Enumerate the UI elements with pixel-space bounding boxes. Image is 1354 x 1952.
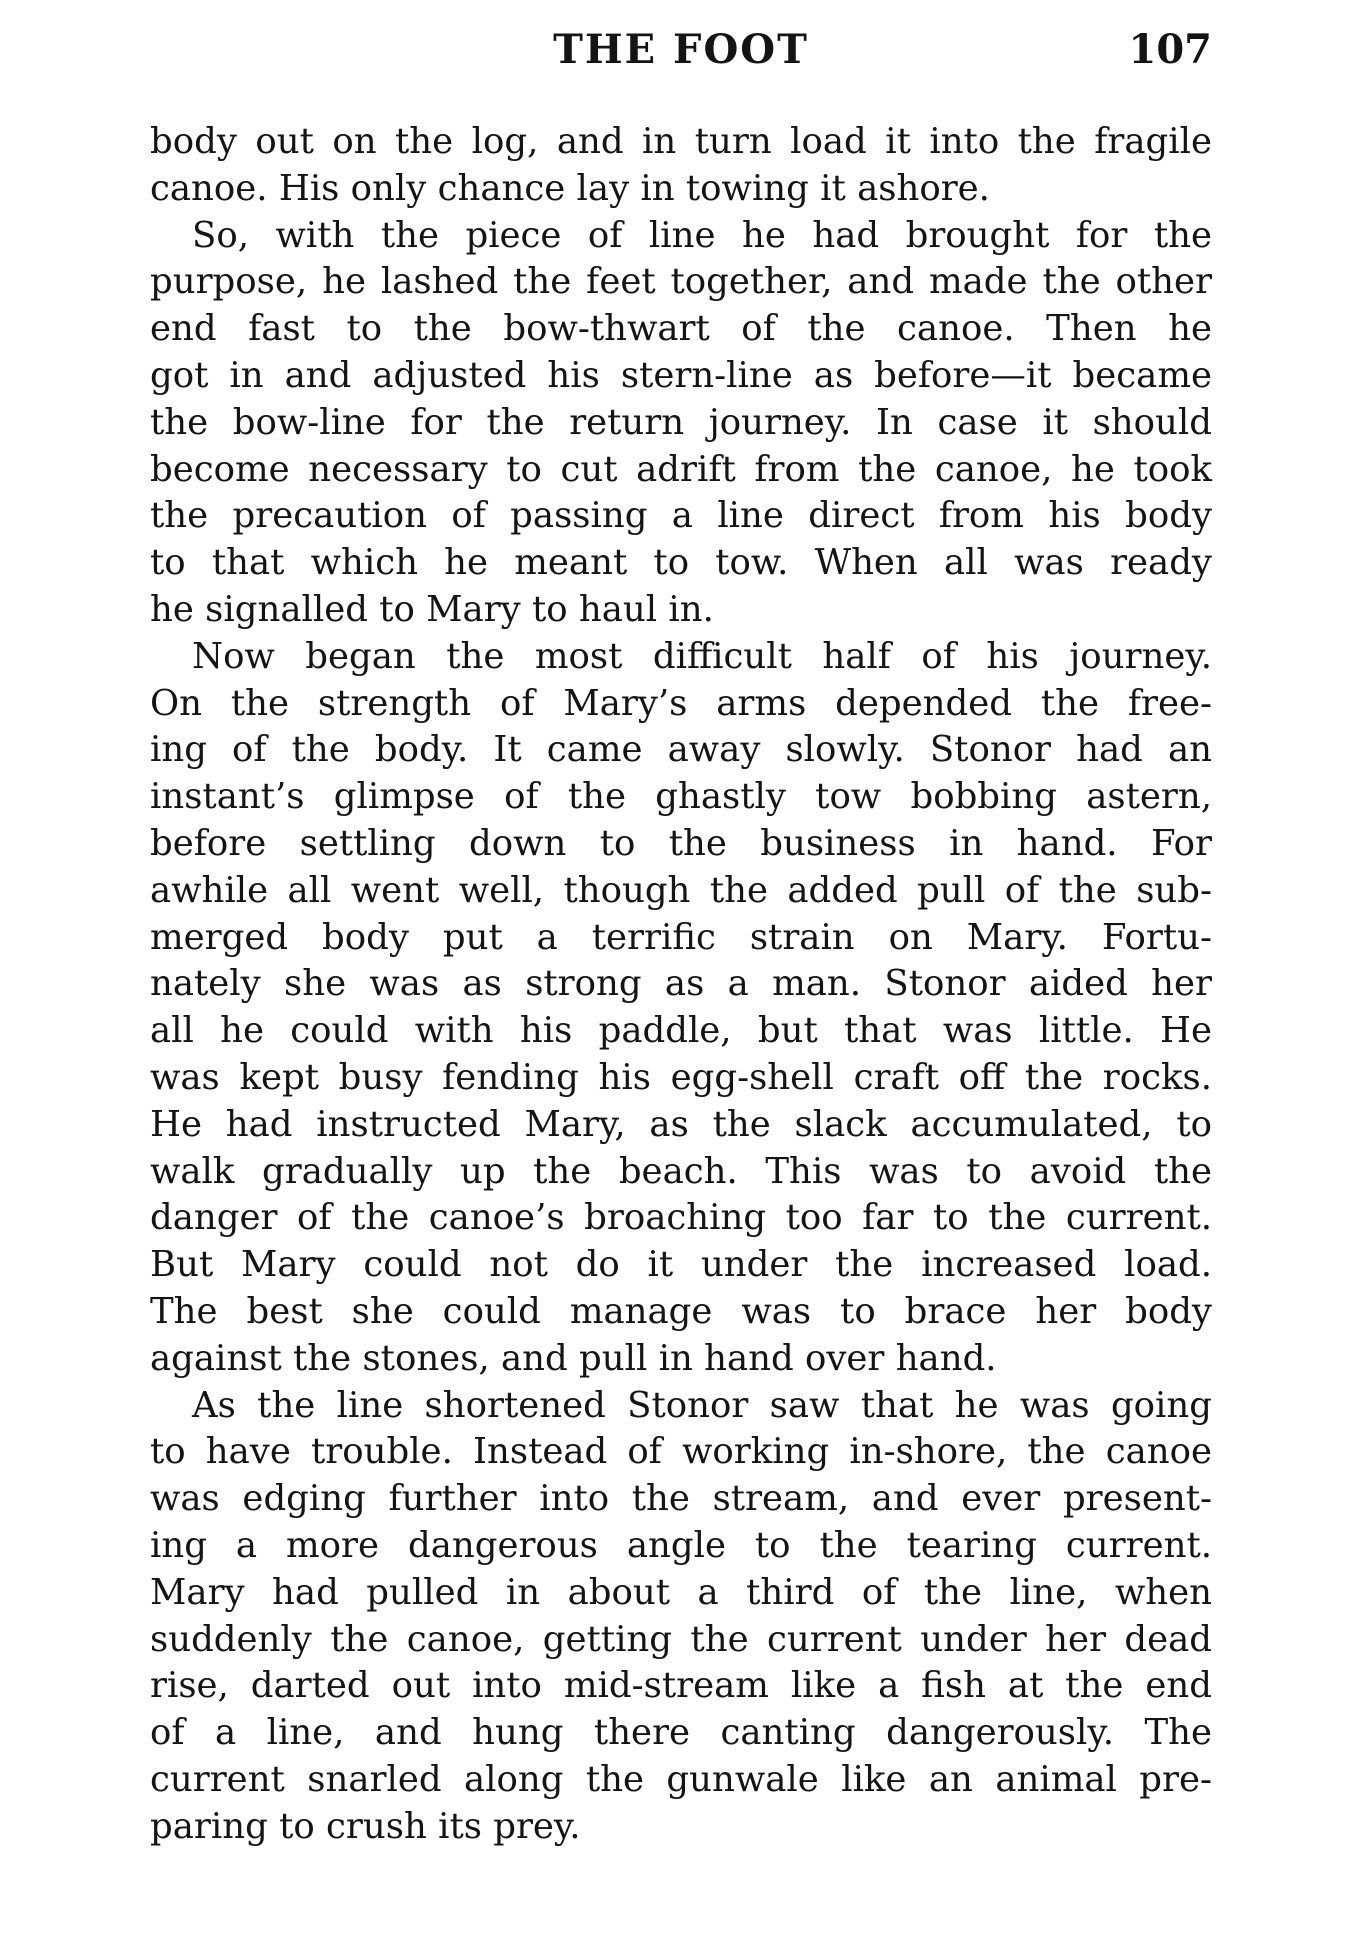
text-line: He had instructed Mary, as the slack accumulated, to — [150, 1103, 1212, 1145]
text-line: end fast to the bow-thwart of the canoe. Then he — [150, 308, 1212, 350]
text-line: before settling down to the business in hand. For — [150, 822, 1212, 864]
chapter-title: THE FOOT — [553, 26, 809, 73]
text-line: to that which he meant to tow. When all was ready — [150, 542, 1212, 584]
text-line: As the line shortened Stonor saw that he was going — [192, 1384, 1212, 1426]
text-line: merged body put a terrific strain on Mary. Fortu- — [150, 916, 1212, 958]
text-line: the bow-line for the return journey. In case it should — [150, 401, 1212, 443]
text-line: Mary had pulled in about a third of the line, when — [150, 1571, 1212, 1613]
text-line: rise, darted out into mid-stream like a fish at the end — [150, 1665, 1212, 1707]
text-line: ing of the body. It came away slowly. Stonor had an — [150, 729, 1212, 771]
text-line: become necessary to cut adrift from the canoe, he took — [150, 448, 1212, 490]
text-line: On the strength of Mary’s arms depended the free- — [150, 682, 1212, 724]
text-line: against the stones, and pull in hand over hand. — [150, 1337, 997, 1379]
text-line: So, with the piece of line he had brought for the — [192, 214, 1212, 256]
text-line: was kept busy fending his egg-shell craft off the rocks. — [150, 1056, 1212, 1098]
text-line: was edging further into the stream, and ever present- — [150, 1478, 1212, 1520]
text-line: he signalled to Mary to haul in. — [150, 588, 714, 630]
text-line: Now began the most difficult half of his journey. — [192, 635, 1212, 677]
text-line: the precaution of passing a line direct from his body — [150, 495, 1212, 537]
running-head — [150, 20, 1212, 80]
text-line: current snarled along the gunwale like an animal pre- — [150, 1758, 1212, 1800]
text-line: ing a more dangerous angle to the tearing current. — [150, 1524, 1212, 1566]
text-line: to have trouble. Instead of working in-shore, the canoe — [150, 1431, 1212, 1473]
text-line: awhile all went well, though the added pull of the sub- — [150, 869, 1212, 911]
text-line: nately she was as strong as a man. Stonor aided her — [150, 963, 1212, 1005]
text-line: all he could with his paddle, but that was little. He — [150, 1010, 1212, 1052]
text-line: canoe. His only chance lay in towing it ashore. — [150, 167, 990, 209]
text-line: got in and adjusted his stern-line as before—it became — [150, 354, 1212, 396]
text-line: of a line, and hung there canting dangerously. The — [150, 1712, 1212, 1754]
body-text — [150, 119, 1212, 1850]
text-line: walk gradually up the beach. This was to avoid the — [150, 1150, 1212, 1192]
text-line: suddenly the canoe, getting the current under her dead — [150, 1618, 1212, 1660]
page-number: 107 — [1128, 26, 1212, 73]
text-line: The best she could manage was to brace her body — [150, 1290, 1212, 1332]
text-line: body out on the log, and in turn load it into the fragile — [150, 121, 1212, 162]
text-line: But Mary could not do it under the increased load. — [150, 1244, 1212, 1286]
text-line: paring to crush its prey. — [150, 1805, 581, 1847]
text-line: instant’s glimpse of the ghastly tow bobbing astern, — [150, 776, 1212, 818]
text-line: danger of the canoe’s broaching too far to the current. — [150, 1197, 1212, 1239]
text-line: purpose, he lashed the feet together, and made the other — [150, 261, 1212, 303]
